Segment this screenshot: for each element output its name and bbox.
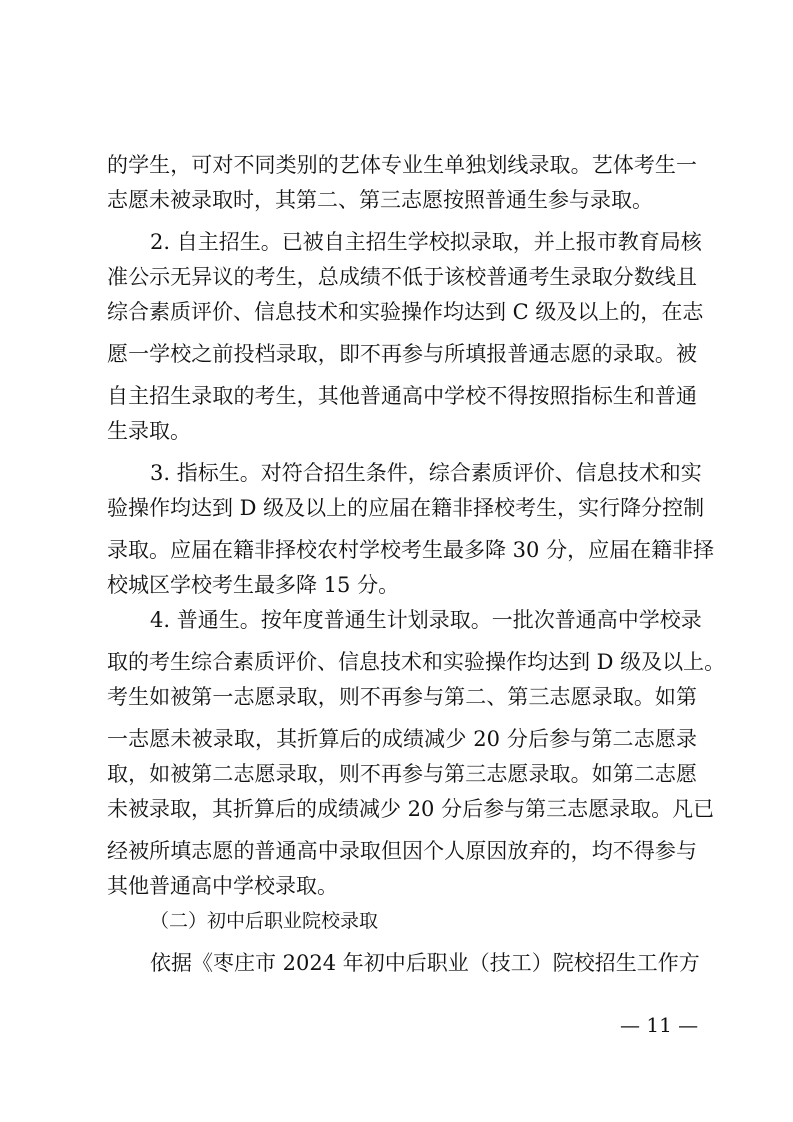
text-line-18: 未被录取，其折算后的成绩减少 20 分后参与第三志愿录取。凡已 — [107, 797, 715, 821]
text-line-16: 一志愿未被录取，其折算后的成绩减少 20 分后参与第二志愿录 — [107, 727, 697, 751]
text-line-14: 取的考生综合素质评价、信息技术和实验操作均达到 D 级及以上。 — [107, 650, 726, 674]
text-line-2: 志愿未被录取时，其第二、第三志愿按照普通生参与录取。 — [107, 188, 653, 212]
text-line-4: 准公示无异议的考生，总成绩不低于该校普通考生录取分数线且 — [107, 265, 697, 289]
text-line-5: 综合素质评价、信息技术和实验操作均达到 C 级及以上的，在志 — [107, 300, 704, 324]
text-line-15: 考生如被第一志愿录取，则不再参与第二、第三志愿录取。如第 — [107, 685, 697, 709]
text-line-8: 生录取。 — [107, 419, 191, 443]
text-line-10: 验操作均达到 D 级及以上的应届在籍非择校考生，实行降分控制 — [107, 496, 705, 520]
text-line-12: 校城区学校考生最多降 15 分。 — [107, 573, 400, 597]
text-line-6: 愿一学校之前投档录取，即不再参与所填报普通志愿的录取。被 — [107, 342, 697, 366]
text-line-17: 取，如被第二志愿录取，则不再参与第三志愿录取。如第二志愿 — [107, 762, 697, 786]
text-line-11: 录取。应届在籍非择校农村学校考生最多降 30 分，应届在籍非择 — [107, 538, 715, 562]
text-line-9: 3. 指标生。对符合招生条件，综合素质评价、信息技术和实 — [150, 461, 702, 485]
text-line-20: 其他普通高中学校录取。 — [107, 874, 338, 898]
text-line-3: 2. 自主招生。已被自主招生学校拟录取，并上报市教育局核 — [150, 230, 702, 254]
text-line-13: 4. 普通生。按年度普通生计划录取。一批次普通高中学校录 — [150, 608, 702, 632]
closing-text-line: 依据《枣庄市 2024 年初中后职业（技工）院校招生工作方 — [150, 951, 700, 975]
page-number: — 11 — — [620, 1013, 699, 1037]
text-line-1: 的学生，可对不同类别的艺体专业生单独划线录取。艺体考生一 — [107, 153, 697, 177]
text-line-7: 自主招生录取的考生，其他普通高中学校不得按照指标生和普通 — [107, 384, 697, 408]
section-heading: （二）初中后职业院校录取 — [150, 910, 379, 932]
text-line-19: 经被所填志愿的普通高中录取但因个人原因放弃的，均不得参与 — [107, 839, 697, 863]
